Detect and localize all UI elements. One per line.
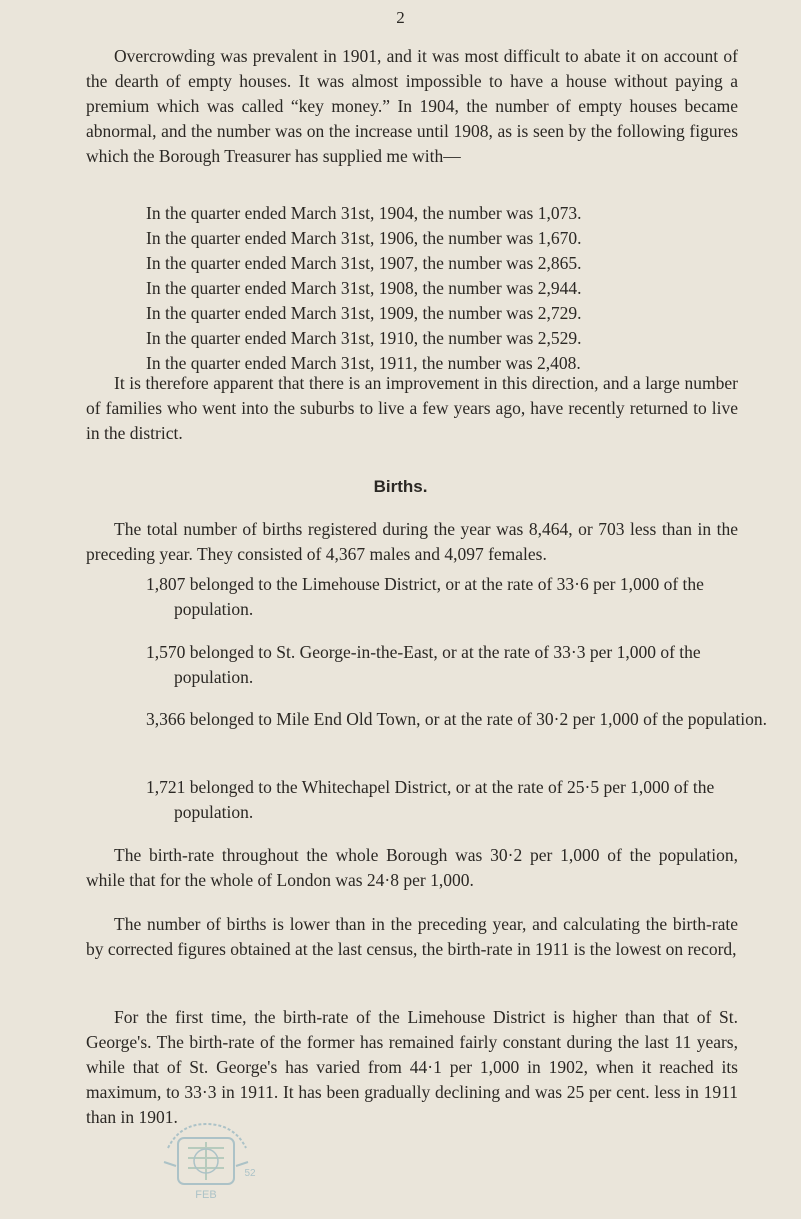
- first-time-paragraph: For the first time, the birth-rate of the Limehouse District is higher than that of St. George's. The birth-rate of the former has remained fairly constant during the last 11 years, while that of St. George's has varied from 44·1 per 1,000 in 1902, when it reached its maximum, to 33·3 in 1911. It has been gradually declining and was 25 per cent. less in 1911 than in 1901.: [86, 1007, 738, 1127]
- quarter-line: In the quarter ended March 31st, 1910, the number was 2,529.: [146, 328, 582, 348]
- intro-paragraph: Overcrowding was prevalent in 1901, and it was most difficult to abate it on account of the dearth of empty houses. It was almost impossible to have a house without paying a premium which was called “key money.” In 1904, the number of empty houses became abnormal, and the number was on the increase until 1908, as is seen by the following figures which the Borough Treasurer has supplied me with—: [86, 46, 738, 166]
- district-item-st-george: 1,570 belonged to St. George-in-the-East, or at the rate of 33·3 per 1,000 of the population.: [146, 642, 701, 687]
- district-item-mile-end: 3,366 belonged to Mile End Old Town, or at the rate of 30·2 per 1,000 of the population.: [146, 709, 768, 729]
- district-item-limehouse: 1,807 belonged to the Limehouse District, or at the rate of 33·6 per 1,000 of the population.: [146, 574, 704, 619]
- birthrate-paragraph: The birth-rate throughout the whole Borough was 30·2 per 1,000 of the population, while that for the whole of London was 24·8 per 1,000.: [86, 845, 738, 890]
- quarter-line: In the quarter ended March 31st, 1908, the number was 2,944.: [146, 278, 582, 298]
- stamp-number-text: 52: [244, 1168, 256, 1179]
- births-total-paragraph: The total number of births registered during the year was 8,464, or 703 less than in the preceding year. They consisted of 4,367 males and 4,097 females.: [86, 519, 738, 564]
- lower-paragraph: The number of births is lower than in the preceding year, and calculating the birth-rate by corrected figures obtained at the last census, the birth-rate in 1911 is the lowest on record,: [86, 914, 738, 959]
- quarter-line: In the quarter ended March 31st, 1907, the number was 2,865.: [146, 253, 582, 273]
- births-heading: Births.: [373, 477, 428, 496]
- improvement-paragraph: It is therefore apparent that there is an improvement in this direction, and a large number of families who went into the suburbs to live a few years ago, have recently returned to live in the district.: [86, 373, 738, 443]
- quarter-line: In the quarter ended March 31st, 1909, the number was 2,729.: [146, 303, 582, 323]
- page-number: 2: [396, 8, 405, 27]
- quarter-line: In the quarter ended March 31st, 1904, the number was 1,073.: [146, 203, 582, 223]
- library-stamp: [150, 1118, 262, 1204]
- quarter-list: [146, 201, 581, 376]
- stamp-date-text: FEB: [195, 1189, 217, 1201]
- quarter-line: In the quarter ended March 31st, 1906, the number was 1,670.: [146, 228, 582, 248]
- quarter-line: In the quarter ended March 31st, 1911, the number was 2,408.: [146, 353, 581, 373]
- district-item-whitechapel: 1,721 belonged to the Whitechapel District, or at the rate of 25·5 per 1,000 of the population.: [146, 777, 715, 822]
